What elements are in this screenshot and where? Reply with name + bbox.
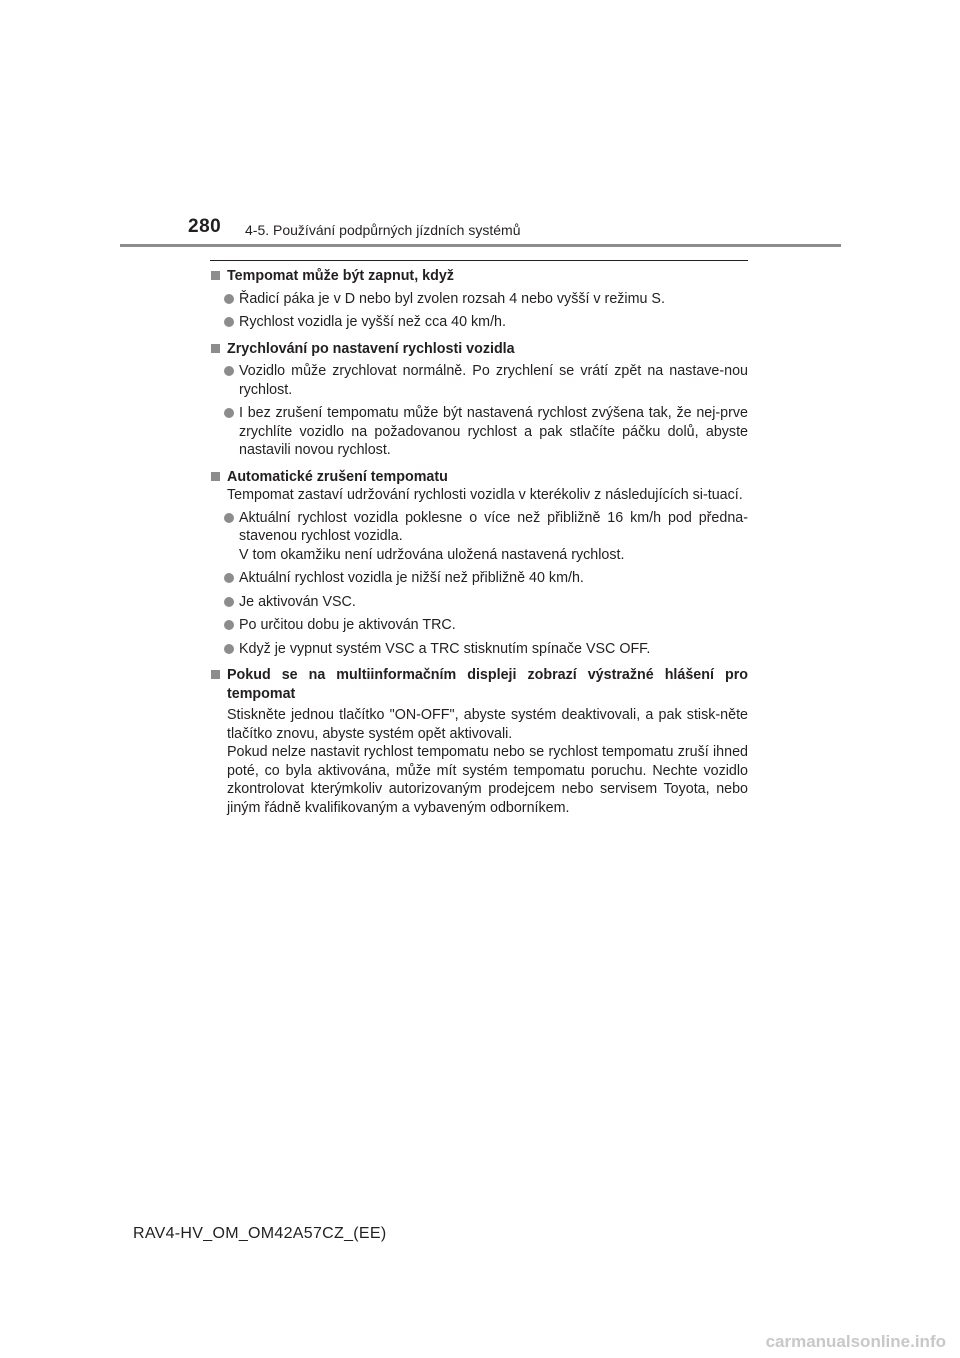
document-code: RAV4-HV_OM_OM42A57CZ_(EE)	[133, 1225, 387, 1242]
list-item-note: V tom okamžiku není udržována uložená nastavená rychlost.	[239, 546, 625, 563]
header-rule	[120, 244, 841, 247]
section-enable-conditions	[210, 267, 748, 332]
section-heading: Pokud se na multiinformačním displeji zobrazí výstražné hlášení pro tempomat	[227, 667, 748, 702]
circle-bullet-icon	[224, 620, 234, 630]
square-bullet-icon	[211, 271, 220, 280]
content-body	[210, 267, 748, 817]
circle-bullet-icon	[224, 408, 234, 418]
circle-bullet-icon	[224, 644, 234, 654]
section-heading: Tempomat může být zapnut, když	[227, 268, 454, 284]
list-item	[227, 313, 748, 332]
list-item	[227, 362, 748, 399]
circle-bullet-icon	[224, 294, 234, 304]
watermark: carmanualsonline.info	[765, 1332, 946, 1351]
circle-bullet-icon	[224, 573, 234, 583]
list-item-text: Aktuální rychlost vozidla poklesne o více než přibližně 16 km/h pod předna-stavenou rychlost vozidla.	[239, 509, 748, 544]
list-item-text: Po určitou dobu je aktivován TRC.	[239, 617, 456, 633]
content-rule	[210, 260, 748, 261]
list-item	[227, 640, 748, 659]
list-item	[227, 593, 748, 612]
section-auto-cancel	[210, 468, 748, 659]
square-bullet-icon	[211, 670, 220, 679]
paragraph: Stiskněte jednou tlačítko "ON-OFF", abyste systém deaktivovali, a pak stisk-něte tlačítko znovu, abyste systém opět aktivovali.	[227, 707, 748, 742]
list-item	[227, 290, 748, 309]
section-acceleration	[210, 340, 748, 460]
circle-bullet-icon	[224, 597, 234, 607]
list-item-text: Vozidlo může zrychlovat normálně. Po zrychlení se vrátí zpět na nastave-nou rychlost.	[239, 363, 748, 398]
square-bullet-icon	[211, 344, 220, 353]
section-heading: Automatické zrušení tempomatu	[227, 468, 448, 485]
section-warning-message	[210, 666, 748, 817]
list-item-text: Když je vypnut systém VSC a TRC stisknutím spínače VSC OFF.	[239, 640, 651, 657]
section-intro: Tempomat zastaví udržování rychlosti vozidla v kterékoliv z následujících si-tuací.	[227, 487, 743, 503]
circle-bullet-icon	[224, 366, 234, 376]
circle-bullet-icon	[224, 317, 234, 327]
list-item	[227, 616, 748, 635]
list-item	[227, 509, 748, 565]
page-number: 280	[188, 216, 222, 237]
square-bullet-icon	[211, 472, 220, 481]
list-item	[227, 404, 748, 460]
paragraph: Pokud nelze nastavit rychlost tempomatu nebo se rychlost tempomatu zruší ihned poté, co byla aktivována, může mít systém tempomatu poruchu. Nechte vozidlo zkontrolovat kterýmkoliv autorizovaným prodejcem nebo servisem Toyota, nebo jiným řádně kvalifikovaným a vybaveným odborníkem.	[227, 744, 748, 816]
list-item-text: Rychlost vozidla je vyšší než cca 40 km/h.	[239, 314, 506, 330]
section-title: 4-5. Používání podpůrných jízdních systémů	[245, 222, 521, 238]
list-item-text: I bez zrušení tempomatu může být nastavená rychlost zvýšena tak, že nej-prve zrychlíte vozidlo na požadovanou rychlost a pak stlačíte páčku dolů, abyste nastavili novou rychlost.	[239, 405, 748, 458]
list-item-text: Je aktivován VSC.	[239, 593, 356, 610]
list-item-text: Řadicí páka je v D nebo byl zvolen rozsah 4 nebo vyšší v režimu S.	[239, 290, 665, 307]
section-heading: Zrychlování po nastavení rychlosti vozidla	[227, 340, 515, 357]
list-item-text: Aktuální rychlost vozidla je nižší než přibližně 40 km/h.	[239, 570, 584, 586]
list-item	[227, 569, 748, 588]
circle-bullet-icon	[224, 513, 234, 523]
